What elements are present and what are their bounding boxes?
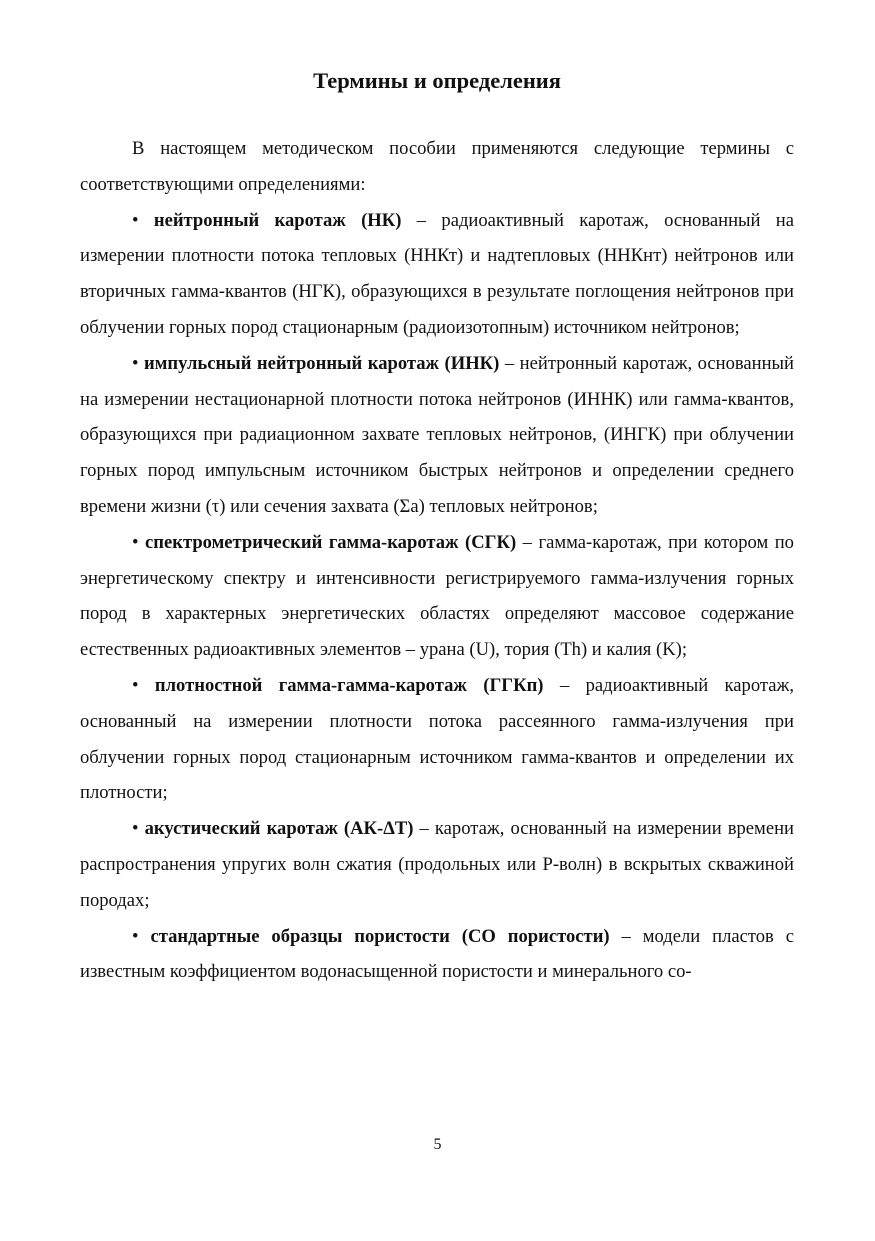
intro-paragraph: В настоящем методическом пособии применяются следующие термины с соответствующими определениями: xyxy=(80,138,794,195)
definition-term: акустический каротаж (АК-ΔТ) xyxy=(144,818,414,840)
document-body xyxy=(80,131,794,990)
definition-item xyxy=(80,203,794,346)
definition-item xyxy=(80,919,794,991)
definition-text: – нейтронный каротаж, основанный на измерении нестационарной плотности потока нейтронов (ИННК) или гамма-квантов, образующихся при радиационном захвате тепловых нейтронов, (ИНГК) при облучении горных пород импульсным источником быстрых нейтронов и определении среднего времени жизни (τ) или сечения захвата (Σа) тепловых нейтронов; xyxy=(80,352,795,517)
bullet: • xyxy=(132,209,139,231)
definition-term: нейтронный каротаж (НК) xyxy=(153,209,402,231)
definition-text: – радиоактивный каротаж, основанный на измерении плотности потока рассеянного гамма-излучения при облучении горных пород стационарным источником гамма-квантов и определении их плотности; xyxy=(80,674,794,804)
definition-term: стандартные образцы пористости (СО пористости) xyxy=(150,925,610,947)
page-title: Термины и определения xyxy=(313,68,561,93)
bullet: • xyxy=(132,925,139,947)
definition-text: – гамма-каротаж, при котором по энергетическому спектру и интенсивности регистрируемого гамма-излучения горных пород в характерных энергетических областях определяют массовое содержание естественных радиоактивных элементов – урана (U), тория (Th) и калия (K); xyxy=(80,531,794,661)
definition-item xyxy=(80,346,794,525)
definition-text: – радиоактивный каротаж, основанный на измерении плотности потока тепловых (ННКт) и надтепловых (ННКнт) нейтронов или вторичных гамма-квантов (НГК), образующихся в результате поглощения нейтронов при облучении горных пород стационарным (радиоизотопным) источником нейтронов; xyxy=(80,209,794,338)
definition-term: импульсный нейтронный каротаж (ИНК) xyxy=(144,352,500,374)
bullet: • xyxy=(132,531,139,553)
definition-item xyxy=(80,525,794,668)
bullet: • xyxy=(132,674,139,696)
definition-term: спектрометрический гамма-каротаж (СГК) xyxy=(145,531,517,553)
bullet: • xyxy=(132,818,139,840)
bullet: • xyxy=(132,352,139,374)
definition-item xyxy=(80,668,794,811)
definition-term: плотностной гамма-гамма-каротаж (ГГКп) xyxy=(154,674,544,696)
page-number: 5 xyxy=(433,1136,442,1153)
definition-item xyxy=(80,811,794,918)
definition-text: – модели пластов с известным коэффициентом водонасыщенной пористости и минерального со- xyxy=(80,925,795,983)
definition-text: – каротаж, основанный на измерении времени распространения упругих волн сжатия (продольных или Р-волн) в вскрытых скважиной породах; xyxy=(80,818,794,911)
